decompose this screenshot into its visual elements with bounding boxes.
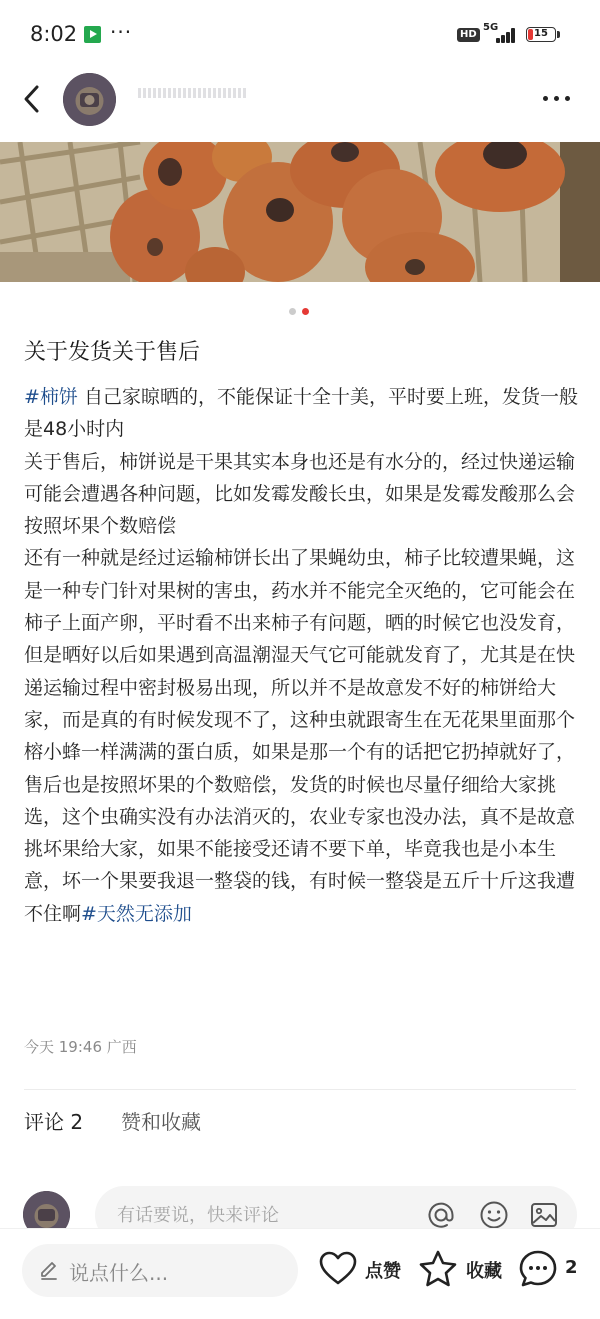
post-image[interactable] [0,142,600,282]
avatar-image [63,73,116,126]
heart-icon [318,1249,358,1289]
say-something-input[interactable] [22,1244,298,1297]
author-name-blurred[interactable] [138,88,246,98]
collect-button[interactable] [418,1249,508,1289]
hashtag-link[interactable]: #天然无添加 [81,902,192,925]
bottom-action-bar [0,1228,600,1319]
post-body [24,381,584,930]
battery-level: 15 [534,28,548,39]
divider [24,1089,576,1090]
network-type: 5G [483,22,499,33]
carousel-dot-2 [302,308,309,315]
post-title: 关于发货关于售后 [24,340,201,365]
author-avatar[interactable] [63,73,116,126]
video-app-icon [84,26,101,43]
hd-icon: HD [457,28,480,42]
at-icon[interactable] [426,1200,456,1230]
post-meta: 今天 19:46 广西 [24,1038,137,1056]
battery-tip [557,31,560,38]
status-bar [0,0,600,70]
post-body-text: 自己家晾晒的，不能保证十全十美，平时要上班，发货一般是48小时内 关于售后，柿饼说是干果其实本身也还是有水分的，经过快递运输可能会遭遇各种问题，比如发霉发酸长虫，如果是发霉发酸那么会按照坏果个数赔偿 还有一种就是经过运输柿饼长出了果蝇幼虫，柿子比较遭果蝇，这是一种专门针对果树的害虫，药水并不能完全灭绝的，它可能会在柿子上面产卵，平时看不出来柿子有问题，晒的时候它也没发育，但是晒好以后如果遇到高温潮湿天气它可能就发育了，尤其是在快递运输过程中密封极易出现，所以并不是故意发不好的柿饼给大家，而是真的有时候发现不了，这种虫就跟寄生在无花果里面那个榕小蜂一样满满的蛋白质，如果是那一个有的话把它扔掉就好了，售后也是按照坏果的个数赔偿，发货的时候也尽量仔细给大家挑选，这个虫确实没有办法消灭的，农业专家也没办法，真不是故意挑坏果给大家，如果不能接受还请不要下单，毕竟我也是小本生意，坏一个果要我退一整袋的钱，有时候一整袋是五斤十斤这我遭不住啊 [24,386,578,925]
persimmon-photo [0,142,600,282]
comment-button[interactable] [518,1249,580,1289]
image-icon[interactable] [529,1200,559,1230]
chevron-left-icon[interactable] [18,82,48,116]
tab-likes-collections[interactable]: 赞和收藏 [121,1110,201,1134]
say-something-placeholder: 说点什么... [69,1261,169,1285]
carousel-dot-1 [289,308,296,315]
tab-comments[interactable]: 评论 2 [24,1110,84,1134]
collect-label: 收藏 [466,1261,502,1282]
hashtag-link[interactable]: #柿饼 [24,386,78,408]
emoji-icon[interactable] [479,1200,509,1230]
comment-count: 2 [565,1257,578,1278]
comment-bubble-icon [518,1249,558,1289]
star-icon [418,1249,458,1289]
status-more-dots: ··· [110,20,133,44]
like-label: 点赞 [365,1261,401,1282]
carousel-indicator [0,308,600,316]
post-header [0,70,600,142]
status-time: 8:02 [30,22,78,46]
like-button[interactable] [318,1249,408,1289]
signal-icon [496,27,518,43]
battery-icon [526,27,556,42]
more-horizontal-icon[interactable] [540,90,572,106]
comment-compose-row [0,1183,600,1231]
pencil-icon [38,1259,60,1281]
